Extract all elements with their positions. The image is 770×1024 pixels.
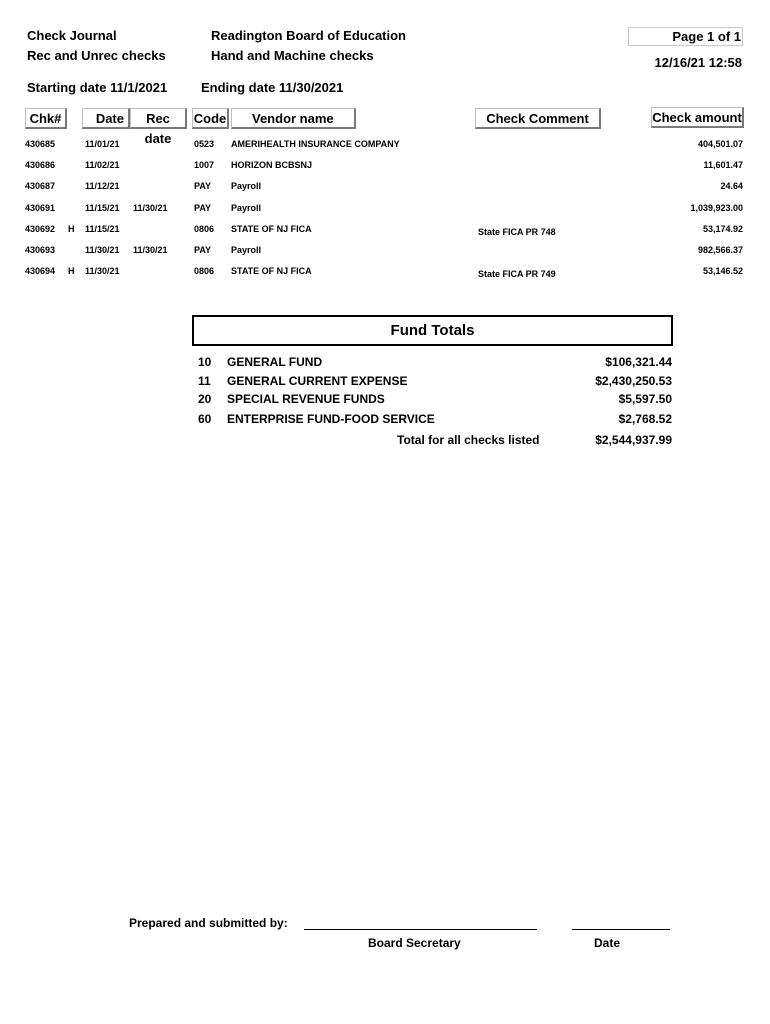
fund-row [0, 392, 770, 410]
check-code: PAY [194, 203, 212, 213]
table-row [0, 181, 770, 195]
fund-total-row [0, 433, 770, 451]
check-date: 11/15/21 [85, 224, 120, 234]
report-title: Check Journal [27, 28, 117, 43]
check-rec-date: 11/30/21 [133, 203, 168, 213]
fund-number: 11 [198, 374, 211, 388]
check-amount: 982,566.37 [697, 245, 743, 255]
check-date: 11/12/21 [85, 181, 120, 191]
col-header-rec-date: Rec date [130, 108, 187, 129]
check-rec-date: 11/30/21 [133, 245, 168, 255]
col-header-code: Code [192, 108, 229, 129]
fund-name: ENTERPRISE FUND-FOOD SERVICE [227, 412, 435, 426]
fund-amount: $106,321.44 [605, 355, 672, 369]
check-number: 430692 [25, 224, 56, 234]
prepared-label: Prepared and submitted by: [129, 916, 288, 930]
report-subtitle: Rec and Unrec checks [27, 48, 166, 63]
col-header-chk: Chk# [25, 108, 67, 129]
check-amount: 53,146.52 [702, 266, 743, 276]
total-amount: $2,544,937.99 [595, 433, 672, 447]
check-vendor: AMERIHEALTH INSURANCE COMPANY [231, 139, 400, 149]
table-row [0, 139, 770, 153]
fund-row [0, 374, 770, 392]
table-row [0, 224, 770, 238]
check-amount: 53,174.92 [702, 224, 743, 234]
ending-date: Ending date 11/30/2021 [201, 80, 344, 95]
fund-number: 60 [198, 412, 212, 426]
table-row [0, 203, 770, 217]
fund-row [0, 355, 770, 373]
fund-name: GENERAL CURRENT EXPENSE [227, 374, 408, 388]
table-row [0, 160, 770, 174]
page-indicator: Page 1 of 1 [628, 27, 743, 46]
check-vendor: STATE OF NJ FICA [231, 224, 312, 234]
check-code: 0806 [194, 224, 215, 234]
check-number: 430694 [25, 266, 56, 276]
check-amount: 1,039,923.00 [690, 203, 743, 213]
check-vendor: Payroll [231, 181, 262, 191]
check-comment: State FICA PR 748 [478, 227, 556, 237]
check-date: 11/02/21 [85, 160, 120, 170]
signature-line [304, 929, 537, 930]
check-amount: 11,601.47 [703, 160, 743, 170]
fund-name: SPECIAL REVENUE FUNDS [227, 392, 385, 406]
col-header-comment: Check Comment [475, 108, 601, 129]
check-date: 11/30/21 [85, 266, 120, 276]
check-code: 0523 [194, 139, 215, 149]
date-line [572, 929, 670, 930]
check-flag: H [68, 224, 75, 234]
col-header-vendor: Vendor name [231, 108, 356, 129]
table-row [0, 245, 770, 259]
table-row [0, 266, 770, 280]
check-number: 430687 [25, 181, 56, 191]
check-date: 11/01/21 [85, 139, 120, 149]
check-code: PAY [194, 181, 212, 191]
check-code: PAY [194, 245, 212, 255]
check-vendor: HORIZON BCBSNJ [231, 160, 313, 170]
fund-number: 20 [198, 392, 212, 406]
check-amount: 404,501.07 [697, 139, 743, 149]
starting-date: Starting date 11/1/2021 [27, 80, 168, 95]
check-vendor: Payroll [231, 245, 262, 255]
fund-number: 10 [198, 355, 212, 369]
check-date: 11/30/21 [85, 245, 120, 255]
date-label: Date [594, 936, 621, 950]
check-number: 430691 [25, 203, 56, 213]
fund-totals-title: Fund Totals [192, 315, 673, 346]
fund-amount: $2,430,250.53 [595, 374, 672, 388]
fund-name: GENERAL FUND [227, 355, 323, 369]
check-types: Hand and Machine checks [211, 48, 374, 63]
col-header-date: Date [82, 108, 130, 129]
check-vendor: STATE OF NJ FICA [231, 266, 312, 276]
fund-amount: $2,768.52 [618, 412, 672, 426]
check-date: 11/15/21 [85, 203, 120, 213]
printed-timestamp: 12/16/21 12:58 [654, 55, 742, 70]
check-number: 430686 [25, 160, 56, 170]
check-number: 430693 [25, 245, 56, 255]
secretary-label: Board Secretary [368, 936, 461, 950]
org-name: Readington Board of Education [211, 28, 406, 43]
check-comment: State FICA PR 749 [478, 269, 556, 279]
check-flag: H [68, 266, 75, 276]
fund-amount: $5,597.50 [618, 392, 672, 406]
check-amount: 24.64 [720, 181, 743, 191]
fund-row [0, 412, 770, 430]
check-code: 0806 [194, 266, 215, 276]
check-vendor: Payroll [231, 203, 262, 213]
check-number: 430685 [25, 139, 56, 149]
check-code: 1007 [194, 160, 215, 170]
total-label: Total for all checks listed [397, 433, 540, 447]
col-header-amount: Check amount [651, 107, 744, 128]
